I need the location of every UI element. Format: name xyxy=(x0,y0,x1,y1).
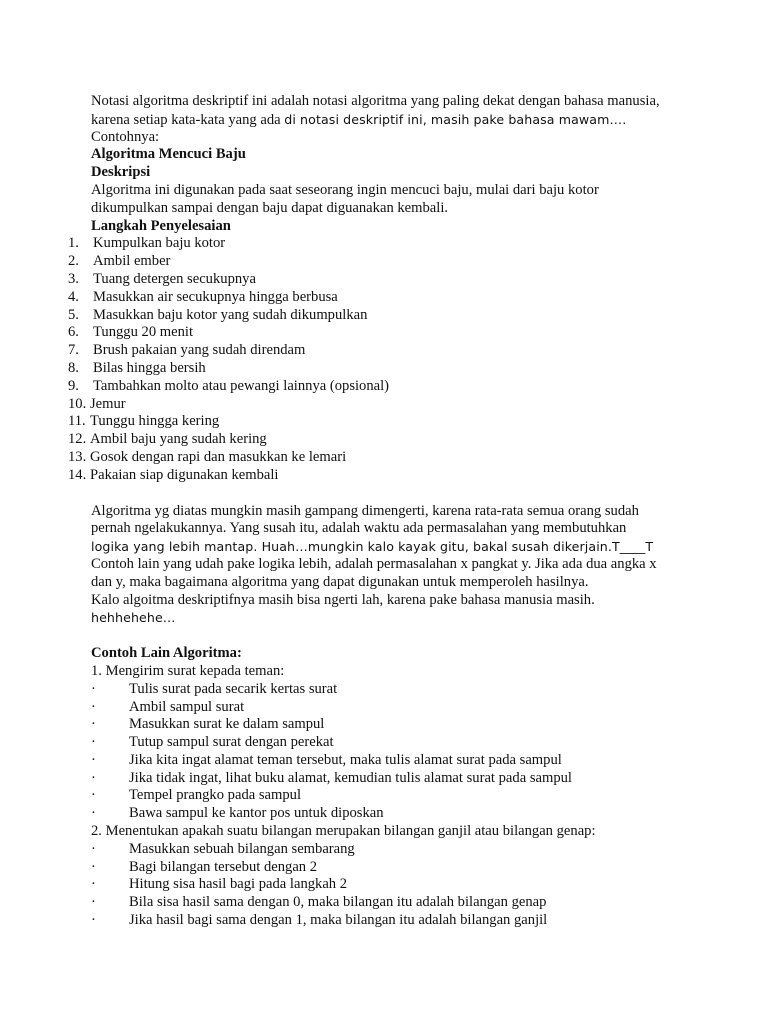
bullet-text: Masukkan surat ke dalam sampul xyxy=(129,716,325,733)
bullet-icon: · xyxy=(91,912,96,929)
step-text: Tunggu 20 menit xyxy=(93,324,194,341)
example-1-list xyxy=(0,681,768,823)
example-2-list xyxy=(0,841,768,930)
step-number: 3. xyxy=(68,270,79,287)
paragraph-line: Contoh lain yang udah pake logika lebih, adalah permasalahan x pangkat y. Jika ada dua angka x xyxy=(91,555,657,572)
algorithm-title: Algoritma Mencuci Baju xyxy=(91,146,246,163)
list-item xyxy=(0,360,768,378)
list-item xyxy=(0,271,768,289)
step-number: 9. xyxy=(68,377,79,394)
list-item xyxy=(0,681,768,699)
list-item xyxy=(0,876,768,894)
bullet-text: Tulis surat pada secarik kertas surat xyxy=(129,680,338,697)
bullet-text: Ambil sampul surat xyxy=(129,698,245,715)
steps-list xyxy=(0,235,768,484)
bullet-icon: · xyxy=(91,734,96,751)
list-item xyxy=(0,805,768,823)
list-item xyxy=(0,396,768,414)
step-text: Bilas hingga bersih xyxy=(93,359,206,376)
paragraph-line: Kalo algoitma deskriptifnya masih bisa ngerti lah, karena pake bahasa manusia masih. xyxy=(91,591,595,608)
list-item xyxy=(0,324,768,342)
steps-heading: Langkah Penyelesaian xyxy=(91,217,231,234)
bullet-text: Tutup sampul surat dengan perekat xyxy=(129,734,334,751)
list-item xyxy=(0,770,768,788)
bullet-icon: · xyxy=(91,858,96,875)
step-number: 12. xyxy=(68,431,87,448)
list-item xyxy=(0,378,768,396)
paragraph-line: pernah ngelakukannya. Yang susah itu, adalah waktu ada permasalahan yang membutuhkan xyxy=(91,520,627,537)
bullet-icon: · xyxy=(91,680,96,697)
list-item xyxy=(0,431,768,449)
step-number: 4. xyxy=(68,288,79,305)
intro-line: Notasi algoritma deskriptif ini adalah notasi algoritma yang paling dekat dengan bahasa manusia, xyxy=(91,93,660,109)
list-item xyxy=(0,467,768,485)
list-item xyxy=(0,235,768,253)
list-item xyxy=(0,787,768,805)
bullet-text: Masukkan sebuah bilangan sembarang xyxy=(129,840,355,857)
bullet-text: Hitung sisa hasil bagi pada langkah 2 xyxy=(129,876,348,893)
step-number: 13. xyxy=(68,448,87,465)
step-text: Masukkan air secukupnya hingga berbusa xyxy=(93,288,338,305)
bullet-text: Jika hasil bagi sama dengan 1, maka bilangan itu adalah bilangan ganjil xyxy=(129,912,548,929)
list-item xyxy=(0,752,768,770)
document-page xyxy=(0,93,768,930)
bullet-icon: · xyxy=(91,840,96,857)
list-item xyxy=(0,859,768,877)
intro-line xyxy=(0,111,768,129)
example-title xyxy=(0,823,768,841)
description-text: dikumpulkan sampai dengan baju dapat diguanakan kembali. xyxy=(91,199,449,216)
list-item xyxy=(0,894,768,912)
bullet-icon: · xyxy=(91,876,96,893)
step-text: Tunggu hingga kering xyxy=(90,413,220,430)
list-item xyxy=(0,342,768,360)
step-text: Gosok dengan rapi dan masukkan ke lemari xyxy=(90,448,347,465)
bullet-icon: · xyxy=(91,894,96,911)
bullet-text: Bagi bilangan tersebut dengan 2 xyxy=(129,858,318,875)
step-number: 7. xyxy=(68,342,79,359)
list-item xyxy=(0,413,768,431)
paragraph-line: logika yang lebih mantap. Huah…mungkin kalo kayak gitu, bakal susah dikerjain.T____T xyxy=(91,539,654,555)
step-number: 14. xyxy=(68,466,87,483)
paragraph-line: Algoritma yg diatas mungkin masih gampang dimengerti, karena rata-rata semua orang sudah xyxy=(91,502,639,519)
example-title-text: 1. Mengirim surat kepada teman: xyxy=(91,662,285,679)
list-item xyxy=(0,716,768,734)
other-examples-heading: Contoh Lain Algoritma: xyxy=(91,645,242,662)
intro-line: Contohnya: xyxy=(91,128,160,145)
step-text: Kumpulkan baju kotor xyxy=(93,235,226,252)
step-text: Brush pakaian yang sudah direndam xyxy=(93,342,306,359)
list-item xyxy=(0,699,768,717)
step-number: 1. xyxy=(68,235,79,252)
step-number: 2. xyxy=(68,253,79,270)
step-number: 5. xyxy=(68,306,79,323)
list-item xyxy=(0,253,768,271)
list-item xyxy=(0,307,768,325)
step-number: 11. xyxy=(68,413,86,430)
step-text: Pakaian siap digunakan kembali xyxy=(90,466,279,483)
bullet-icon: · xyxy=(91,698,96,715)
intro-text-alt-font: di notasi deskriptif ini, masih pake bahasa mawam…. xyxy=(284,111,627,127)
list-item xyxy=(0,734,768,752)
step-text: Ambil baju yang sudah kering xyxy=(90,431,267,448)
step-number: 8. xyxy=(68,359,79,376)
example-title xyxy=(0,663,768,681)
bullet-icon: · xyxy=(91,751,96,768)
example-title-text: 2. Menentukan apakah suatu bilangan merupakan bilangan ganjil atau bilangan genap: xyxy=(91,823,596,840)
bullet-text: Bawa sampul ke kantor pos untuk diposkan xyxy=(129,805,384,822)
paragraph-line: dan y, maka bagaimana algoritma yang dapat digunakan untuk memperoleh hasilnya. xyxy=(91,573,589,590)
step-number: 6. xyxy=(68,324,79,341)
step-text: Tuang detergen secukupnya xyxy=(93,270,256,287)
paragraph-line: hehhehehe… xyxy=(91,610,176,626)
bullet-icon: · xyxy=(91,787,96,804)
description-heading: Deskripsi xyxy=(91,164,151,181)
bullet-icon: · xyxy=(91,805,96,822)
bullet-text: Tempel prangko pada sampul xyxy=(129,787,302,804)
bullet-text: Jika tidak ingat, lihat buku alamat, kemudian tulis alamat surat pada sampul xyxy=(129,769,572,786)
step-text: Tambahkan molto atau pewangi lainnya (opsional) xyxy=(93,377,390,394)
step-text: Masukkan baju kotor yang sudah dikumpulkan xyxy=(93,306,368,323)
step-number: 10. xyxy=(68,395,87,412)
step-text: Jemur xyxy=(90,395,126,412)
bullet-text: Bila sisa hasil sama dengan 0, maka bilangan itu adalah bilangan genap xyxy=(129,894,547,911)
list-item xyxy=(0,912,768,930)
intro-text: karena setiap kata-kata yang ada xyxy=(91,111,285,128)
list-item xyxy=(0,289,768,307)
bullet-icon: · xyxy=(91,769,96,786)
list-item xyxy=(0,449,768,467)
bullet-icon: · xyxy=(91,716,96,733)
step-text: Ambil ember xyxy=(93,253,171,270)
bullet-text: Jika kita ingat alamat teman tersebut, maka tulis alamat surat pada sampul xyxy=(129,751,562,768)
list-item xyxy=(0,841,768,859)
description-text: Algoritma ini digunakan pada saat seseorang ingin mencuci baju, mulai dari baju kotor xyxy=(91,181,599,198)
